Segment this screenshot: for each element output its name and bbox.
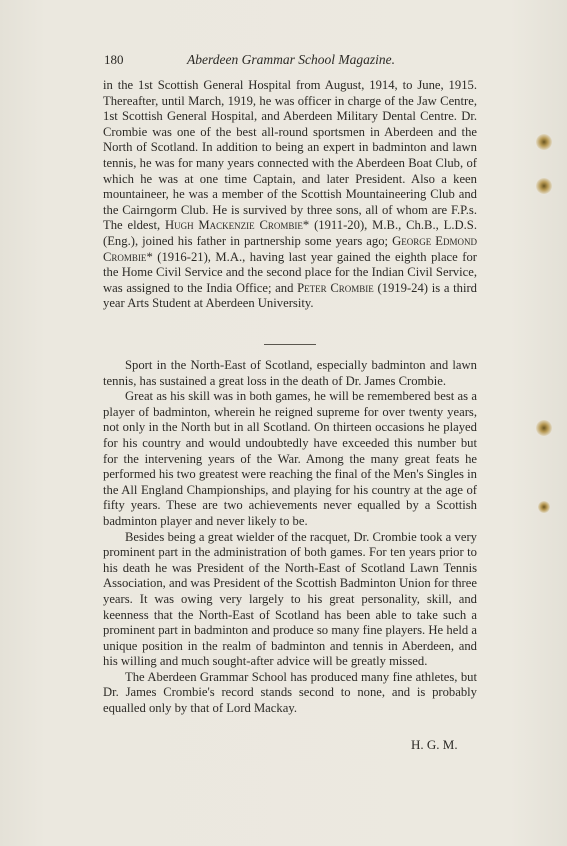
tribute-paragraph-2: Great as his skill was in both games, he will be remembered best as a player of badminton, wherein he reigned supreme for over twenty years, not only in the North but in all Scotland. On thirteen occasions he played for his country and would undoubtedly have exceeded this number but for the intervening years of the War. Among the many great feats he performed his two greatest were reaching the final of the Men's Singles in the All England Championships, and playing for his country at the age of fifty years. These are two achievements never equalled by a Scottish badminton player and never likely to be. [103,389,477,528]
page-number: 180 [104,52,124,67]
son-name-george: George Edmond Crombie [103,233,477,264]
tribute-paragraph-3: Besides being a great wielder of the racquet, Dr. Crombie took a very prominent part in the administration of both games. For ten years prior to his death he was President of the North-East of Scotland Lawn Tennis Association, and was President of the Scottish Badminton Union for three years. It was owing very largely to his great personality, skill, and keenness that the North-East of Scotland has been able to take such a prominent part in badminton and produce so many fine players. He held a unique position in the realm of badminton and tennis in Aberdeen, and his willing and much sought-after advice will be greatly missed. [103,529,477,669]
binding-hole-2 [536,178,552,194]
obituary-text-3: * (1916-21), M.A., having last year gained the eighth place for the Home Civil Service and the second place for the Indian Civil Service, was assigned to the India Office; and [103,249,477,295]
binding-hole-4 [538,501,550,513]
obituary-text-4: (1919-24) is a third year Arts Student at Aberdeen University. [103,280,478,311]
son-name-hugh: Hugh Mackenzie Crombie [164,218,303,233]
journal-title: Aberdeen Grammar School Magazine. [187,52,395,67]
tribute-article [103,358,477,717]
tribute-paragraph-1: Sport in the North-East of Scotland, especially badminton and lawn tennis, has sustained a great loss in the death of Dr. James Crombie. [103,358,477,388]
son-name-peter: Peter Crombie [297,280,374,295]
page-header [104,52,476,70]
binding-hole-1 [536,134,552,150]
obituary-text-1: in the 1st Scottish General Hospital from August, 1914, to June, 1915. Thereafter, until March, 1919, he was officer in charge of the Jaw Centre, 1st Scottish General Hospital, and Aberdeen Military Dental Centre. Dr. Crombie was one of the best all-round sportsmen in Aberdeen and the North of Scotland. In addition to being an expert in badminton and lawn tennis, he was for many years connected with the Aberdeen Boat Club, of which he was at one time Captain, and later President. Also a keen mountaineer, he was a member of the Scottish Mountaineering Club and the Cairngorm Club. He is survived by three sons, all of whom are F.P.s. The eldest, [103,78,477,233]
section-divider [264,344,316,345]
obituary-text-2: * (1911-20), M.B., Ch.B., L.D.S.(Eng.), joined his father in partnership some years ago; [103,218,477,248]
author-signature: H. G. M. [411,737,458,752]
tribute-paragraph-4: The Aberdeen Grammar School has produced many fine athletes, but Dr. James Crombie's record stands second to none, and is probably equalled only by that of Lord Mackay. [103,669,477,716]
binding-hole-3 [536,420,552,436]
obituary-continuation [103,78,477,312]
obituary-paragraph [103,78,477,312]
